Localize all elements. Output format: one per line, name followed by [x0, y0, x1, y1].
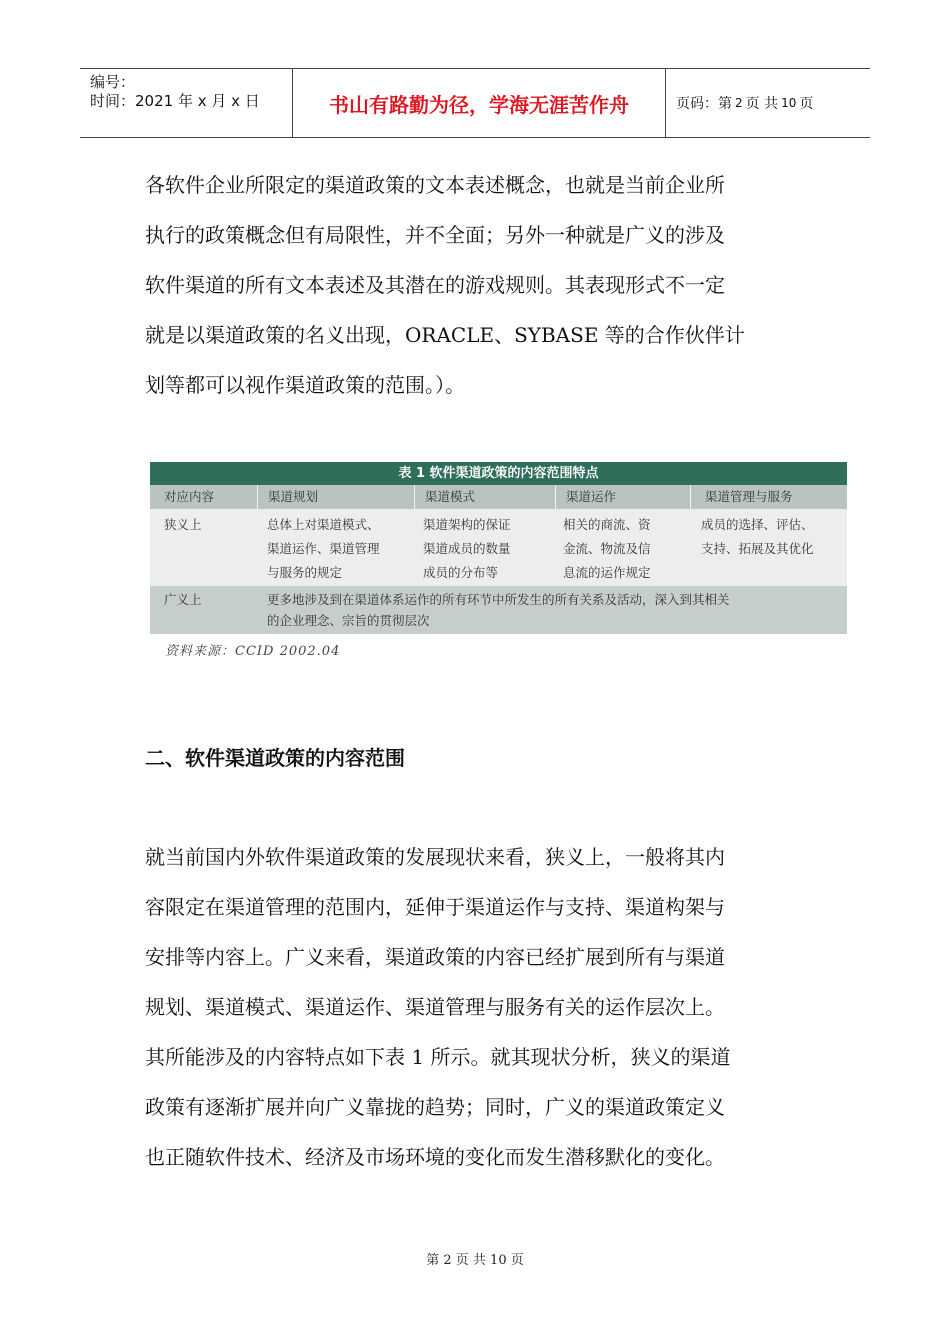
table-title: 表 1 软件渠道政策的内容范围特点 — [150, 462, 847, 485]
intro-paragraph — [145, 160, 810, 410]
document-header — [80, 68, 870, 138]
table-row-broad — [150, 586, 847, 634]
table-header-cell: 渠道模式 — [415, 485, 556, 509]
intro-line: 就是以渠道政策的名义出现，ORACLE、SYBASE 等的合作伙伴计 — [145, 323, 745, 347]
body-line: 规划、渠道模式、渠道运作、渠道管理与服务有关的运作层次上。 — [145, 995, 725, 1019]
body-line: 安排等内容上。广义来看，渠道政策的内容已经扩展到所有与渠道 — [145, 945, 725, 969]
intro-line: 各软件企业所限定的渠道政策的文本表述概念，也就是当前企业所 — [145, 173, 725, 197]
content-scope-table — [150, 462, 847, 638]
table-cell-wide: 更多地涉及到在渠道体系运作的所有环节中所发生的所有关系及活动，深入到其相关 的企业理念、宗旨的贯彻层次 — [267, 592, 730, 628]
page-number: 2 — [735, 96, 743, 110]
intro-line: 执行的政策概念但有局限性，并不全面；另外一种就是广义的涉及 — [145, 223, 725, 247]
body-line: 其所能涉及的内容特点如下表 1 所示。就其现状分析，狭义的渠道 — [145, 1045, 731, 1069]
body-paragraph — [145, 832, 810, 1182]
page-footer: 第 2 页 共 10 页 — [426, 1253, 524, 1268]
body-line: 政策有逐渐扩展并向广义靠拢的趋势；同时，广义的渠道政策定义 — [145, 1095, 725, 1119]
body-line: 就当前国内外软件渠道政策的发展现状来看，狭义上，一般将其内 — [145, 845, 725, 869]
intro-line: 软件渠道的所有文本表述及其潜在的游戏规则。其表现形式不一定 — [145, 273, 725, 297]
table-header-row — [150, 485, 847, 509]
page-total: 10 — [781, 96, 797, 110]
body-line: 容限定在渠道管理的范围内，延伸于渠道运作与支持、渠道构架与 — [145, 895, 725, 919]
intro-line: 划等都可以视作渠道政策的范围。）。 — [145, 373, 465, 397]
page-mid: 页 共 — [745, 96, 779, 112]
page-suffix: 页 — [799, 96, 814, 112]
table-source: 资料来源：CCID 2002.04 — [165, 644, 341, 659]
table-cell: 总体上对渠道模式、 渠道运作、渠道管理 与服务的规定 — [267, 517, 380, 580]
header-meta — [80, 69, 292, 137]
table-header-cell: 对应内容 — [150, 485, 258, 509]
table-row-narrow — [150, 509, 847, 586]
table-header-cell: 渠道管理与服务 — [705, 489, 793, 504]
table-cell: 相关的商流、资 金流、物流及信 息流的运作规定 — [563, 517, 651, 580]
table-header-cell: 渠道运作 — [556, 485, 691, 509]
section-heading: 二、软件渠道政策的内容范围 — [145, 746, 405, 770]
table-row-label: 广义上 — [164, 592, 202, 607]
table-cell: 成员的选择、评估、 支持、拓展及其优化 — [701, 517, 814, 556]
doc-time-label: 时间：2021 年 x 月 x 日 — [90, 92, 260, 110]
body-line: 也正随软件技术、经济及市场环境的变化而发生潜移默化的变化。 — [145, 1145, 725, 1169]
table-cell: 渠道架构的保证 渠道成员的数量 成员的分布等 — [423, 517, 511, 580]
doc-number-label: 编号： — [90, 73, 136, 91]
table-row-label: 狭义上 — [164, 517, 202, 532]
page-prefix: 页码：第 — [676, 96, 732, 112]
header-page-info — [666, 69, 870, 137]
header-motto: 书山有路勤为径，学海无涯苦作舟 — [292, 69, 666, 137]
table-header-cell: 渠道规划 — [258, 485, 415, 509]
